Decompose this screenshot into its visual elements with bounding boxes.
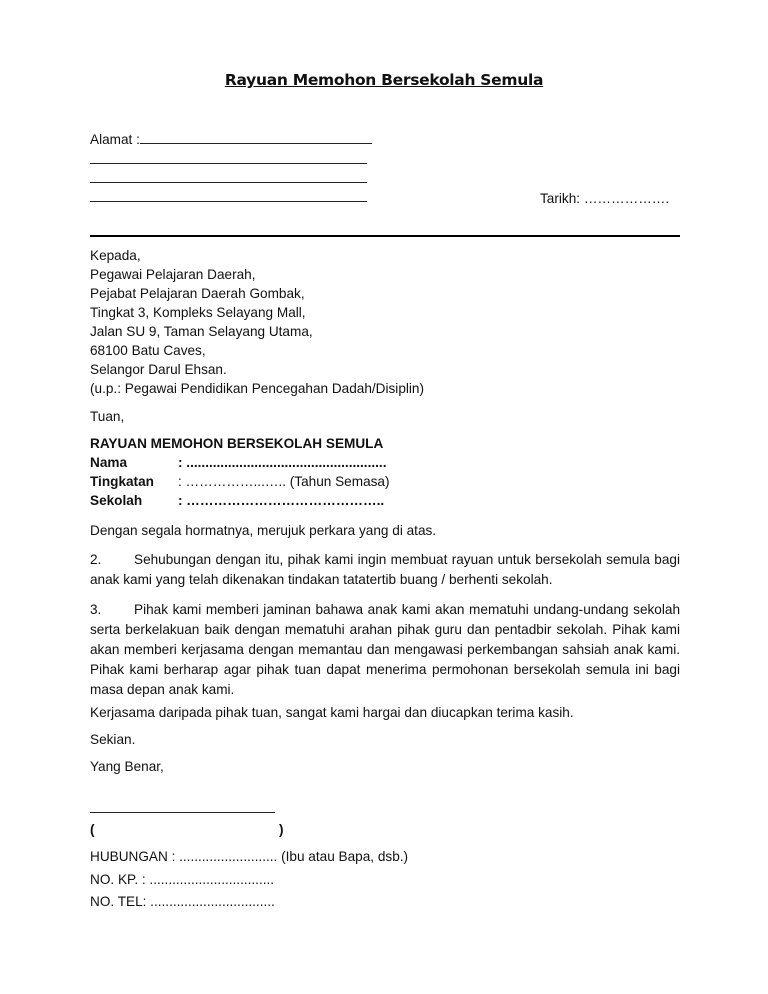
name-paren-open: ( bbox=[90, 822, 95, 837]
recipient-line: Kepada, bbox=[90, 248, 141, 263]
salutation: Tuan, bbox=[90, 409, 125, 424]
ic-number-field: NO. KP. : ................................. bbox=[90, 872, 275, 887]
paragraph-4: Kerjasama daripada pihak tuan, sangat kami hargai dan diucapkan terima kasih. bbox=[90, 705, 574, 720]
closing-yang-benar: Yang Benar, bbox=[90, 759, 164, 774]
field-label: Tingkatan bbox=[90, 474, 154, 489]
relationship-field: HUBUNGAN : .......................... (Ibu atau Bapa, dsb.) bbox=[90, 849, 409, 864]
subject: RAYUAN MEMOHON BERSEKOLAH SEMULA bbox=[90, 436, 384, 451]
field-label: Sekolah bbox=[90, 493, 143, 508]
recipient-line: Pegawai Pelajaran Daerah, bbox=[90, 267, 256, 282]
field-tingkatan bbox=[90, 473, 390, 491]
paragraph-2 bbox=[90, 550, 680, 590]
name-paren-close: ) bbox=[279, 822, 284, 837]
paragraph-text: Sehubungan dengan itu, pihak kami ingin membuat rayuan untuk bersekolah semula bagi anak kami yang telah dikenakan tindakan tatatertib buang / berhenti sekolah. bbox=[90, 552, 680, 587]
divider bbox=[90, 235, 680, 237]
address-line-2 bbox=[90, 163, 367, 164]
field-label: Nama bbox=[90, 455, 128, 470]
date-field: Tarikh: ………………. bbox=[540, 191, 670, 206]
paragraph-1: Dengan segala hormatnya, merujuk perkara yang di atas. bbox=[90, 523, 437, 538]
address-line-4 bbox=[90, 201, 367, 202]
paragraph-3 bbox=[90, 600, 680, 700]
field-nama bbox=[90, 454, 386, 472]
address-line-1 bbox=[90, 131, 372, 149]
field-value: : ……………...….. (Tahun Semasa) bbox=[178, 474, 390, 489]
paragraph-number: 3. bbox=[90, 602, 102, 617]
field-value: : …………………………………….. bbox=[178, 493, 385, 508]
paragraph-number: 2. bbox=[90, 552, 102, 567]
address-label: Alamat : bbox=[90, 132, 140, 147]
address-line-3 bbox=[90, 182, 367, 183]
address-blank bbox=[140, 131, 372, 144]
field-value: : ..................................................... bbox=[178, 455, 387, 470]
field-sekolah bbox=[90, 492, 384, 510]
page-title: Rayuan Memohon Bersekolah Semula bbox=[224, 71, 544, 89]
recipient-line: 68100 Batu Caves, bbox=[90, 343, 206, 358]
recipient-line: Selangor Darul Ehsan. bbox=[90, 362, 227, 377]
closing-sekian: Sekian. bbox=[90, 732, 136, 747]
phone-number-field: NO. TEL: ................................. bbox=[90, 894, 275, 909]
signature-line bbox=[90, 812, 275, 813]
recipient-line: (u.p.: Pegawai Pendidikan Pencegahan Dadah/Disiplin) bbox=[90, 381, 425, 396]
recipient-line: Pejabat Pelajaran Daerah Gombak, bbox=[90, 286, 305, 301]
recipient-line: Jalan SU 9, Taman Selayang Utama, bbox=[90, 324, 313, 339]
recipient-line: Tingkat 3, Kompleks Selayang Mall, bbox=[90, 305, 306, 320]
paragraph-text: Pihak kami memberi jaminan bahawa anak kami akan mematuhi undang-undang sekolah serta berkelakuan baik dengan mematuhi arahan pihak guru dan pentadbir sekolah. Pihak kami akan memberi kerjasama dengan memantau dan mengawasi perkembangan sahsiah anak kami. Pihak kami berharap agar pihak tuan dapat menerima permohonan bersekolah semula ini bagi masa depan anak kami. bbox=[90, 602, 680, 697]
